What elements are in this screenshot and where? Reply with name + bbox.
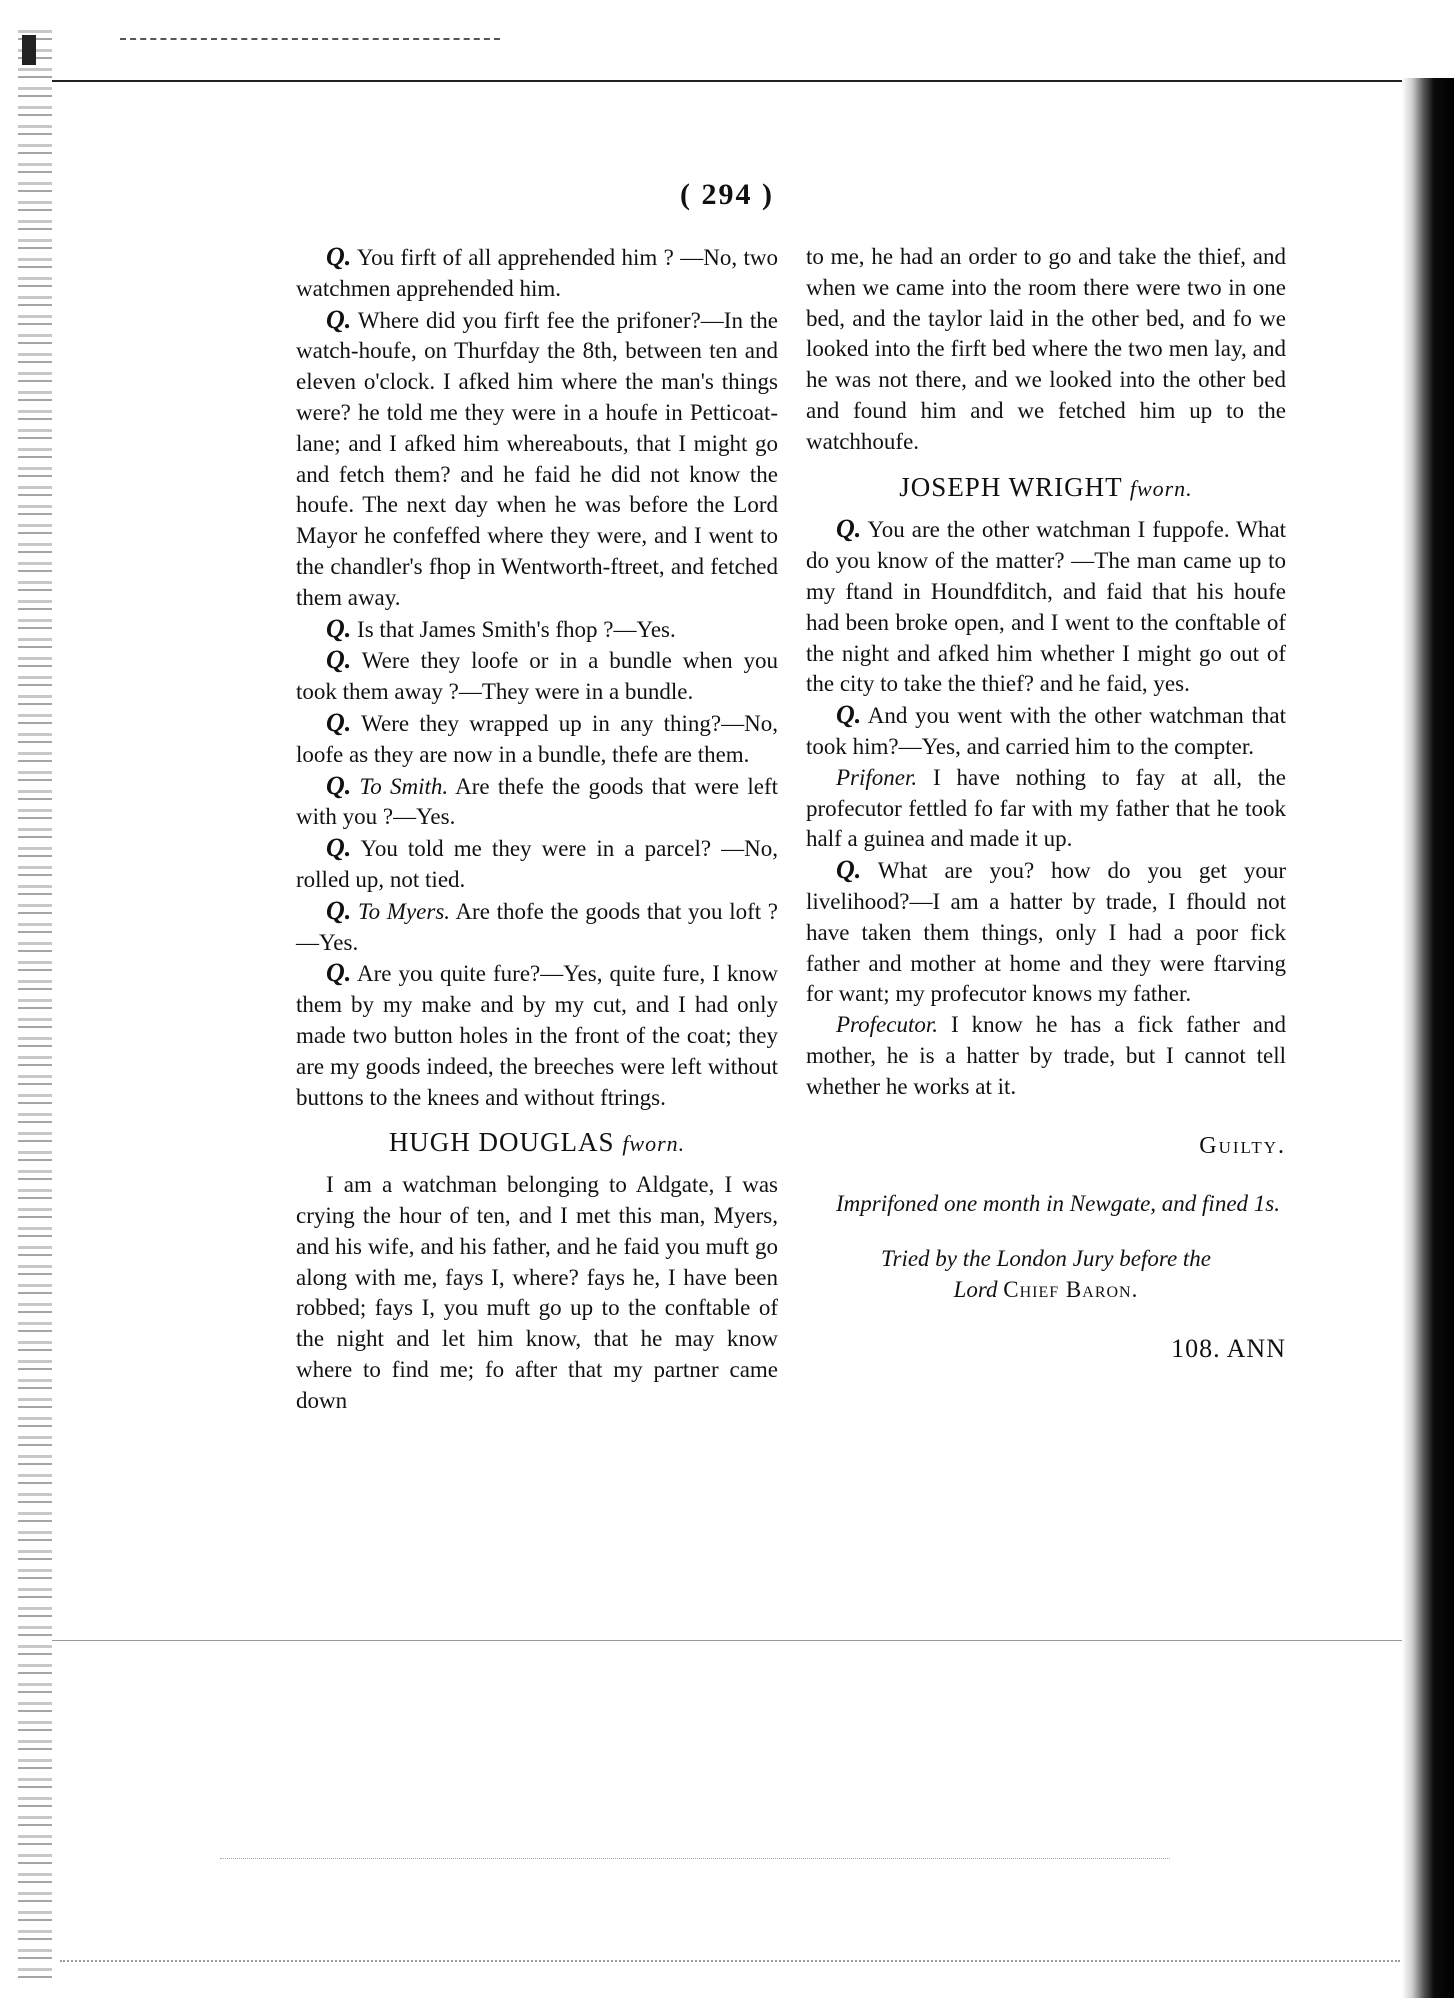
paragraph-text: I am a watchman belonging to Aldgate, I was crying the hour of ten, and I met this man, Myers, and his wife, and his father, and he faid you muft go along with me, fays I, where? fays he, I have been robbed; fays I, you muft go up to the conftable of the night and let him know, that he may know where to find me; fo after that my partner came down	[296, 1172, 778, 1413]
paragraph-text: Are you quite fure?—Yes, quite fure, I know them by my make and by my cut, and I had only made two button holes in the front of the coat; they are my goods indeed, the breeches were left without buttons to the knees and without ftrings.	[296, 961, 779, 1110]
scan-bottom-rule	[52, 1640, 1402, 1641]
addressee: To Myers.	[357, 898, 451, 924]
question-mark-q: Q.	[326, 895, 352, 925]
speaker-label: Prifoner.	[836, 764, 918, 790]
paragraph-text: I have nothing to fay at all, the profecutor fettled fo far with my father that he took half a guinea and made it up.	[806, 764, 1286, 852]
paragraph	[296, 645, 778, 708]
question-mark-q: Q.	[836, 514, 862, 544]
paragraph-text: You firft of all apprehended him ? —No, two watchmen apprehended him.	[296, 245, 778, 301]
paragraph-text: Are thefe the goods that were left with you ?—Yes.	[296, 773, 779, 830]
question-mark-q: Q.	[326, 613, 352, 643]
question-mark-q: Q.	[326, 833, 352, 863]
witness-heading	[806, 472, 1286, 505]
paragraph	[296, 1170, 778, 1416]
paragraph	[296, 896, 778, 959]
paragraph-text: Were they wrapped up in any thing?—No, loofe as they are now in a bundle, thefe are them.	[296, 710, 778, 767]
tried-lord: Lord	[953, 1276, 998, 1302]
paragraph	[296, 833, 778, 896]
paragraph	[806, 763, 1286, 855]
paragraph-text: You told me they were in a parcel? —No, rolled up, not tied.	[296, 836, 778, 892]
scan-top-marks	[120, 38, 500, 43]
verdict: Guilty.	[1199, 1132, 1286, 1159]
paragraph-text: Is that James Smith's fhop ?—Yes.	[357, 616, 676, 642]
left-column	[296, 242, 778, 1416]
paragraph	[296, 305, 778, 614]
scan-noise-line	[220, 1858, 1170, 1861]
speaker-label: Profecutor.	[836, 1012, 938, 1038]
tried-line-2	[806, 1275, 1286, 1306]
paragraph	[806, 700, 1286, 763]
witness-name: JOSEPH WRIGHT	[899, 471, 1123, 502]
question-mark-q: Q.	[326, 645, 352, 675]
paragraph	[296, 771, 778, 834]
paragraph-text: And you went with the other watchman that took him?—Yes, and carried him to the compter.	[806, 703, 1287, 759]
addressee: To Smith.	[359, 773, 449, 799]
paragraph-text: Are thofe the goods that you loft ?—Yes.	[296, 898, 779, 955]
right-column	[806, 242, 1286, 1365]
sworn-label: fworn.	[622, 1131, 686, 1157]
paragraph	[296, 958, 778, 1113]
tried-line-1: Tried by the London Jury before the	[880, 1246, 1212, 1272]
witness-heading	[296, 1127, 778, 1160]
paragraph	[296, 708, 778, 771]
catchword: 108. ANN	[1171, 1333, 1286, 1363]
paragraph	[806, 855, 1286, 1010]
paragraph-text: You are the other watchman I fuppofe. What do you know of the matter? —The man came up to my ftand in Houndfditch, and faid that his houfe had been broke open, and I went to the conftable of the night and afked him whether I might go out of the city to take the thief? and he faid, yes.	[806, 517, 1286, 697]
witness-name: HUGH DOUGLAS	[388, 1127, 615, 1158]
paragraph-text: Were they loofe or in a bundle when you took them away ?—They were in a bundle.	[296, 648, 778, 705]
question-mark-q: Q.	[326, 242, 352, 271]
paragraph-text: I know he has a fick father and mother, he is a hatter by trade, but I cannot tell whether he works at it.	[806, 1012, 1287, 1099]
paragraph	[296, 242, 778, 305]
sworn-label: fworn.	[1129, 475, 1193, 501]
sentence-text: Imprifoned one month in Newgate, and fined 1s.	[836, 1191, 1280, 1217]
question-mark-q: Q.	[326, 304, 352, 334]
question-mark-q: Q.	[836, 700, 862, 730]
paragraph	[806, 242, 1286, 458]
question-mark-q: Q.	[836, 855, 862, 885]
scan-right-edge	[1402, 78, 1454, 1998]
question-mark-q: Q.	[326, 770, 352, 800]
paragraph	[296, 614, 778, 646]
paragraph-text: What are you? how do you get your livelihood?—I am a hatter by trade, I fhould not have taken them things, only I had a poor fick father and mother at home and they were ftarving for want; my profecutor knows my father.	[806, 858, 1286, 1007]
scan-bottom-noise	[60, 1960, 1400, 1966]
paragraph-text: to me, he had an order to go and take the thief, and when we came into the room there were two in one bed, and the taylor laid in the other bed, and fo we looked into the firft bed where the two men lay, and he was not there, and we looked into the other bed and found him and we fetched him up to the watchhoufe.	[806, 244, 1286, 454]
tried-chief-baron: Chief Baron.	[1003, 1276, 1139, 1302]
page-number: ( 294 )	[680, 178, 774, 211]
paragraph	[806, 1010, 1286, 1102]
scan-top-rule	[52, 80, 1402, 82]
paragraph-text: Where did you firft fee the prifoner?—In the watch-houfe, on Thurfday the 8th, between ten and eleven o'clock. I afked him where the man's things were? he told me they were in a houfe in Petticoat-lane; and I afked him whereabouts, that I might go and fetch them? and he faid he did not know the houfe. The next day when he was before the Lord Mayor he confeffed where they were, and I went to the chandler's fhop in Wentworth-ftreet, and fetched them away.	[296, 307, 778, 610]
paragraph	[806, 514, 1286, 700]
question-mark-q: Q.	[326, 958, 352, 988]
question-mark-q: Q.	[326, 707, 352, 737]
binding-mark	[22, 35, 36, 65]
binding-edge-shadow	[18, 30, 52, 1985]
